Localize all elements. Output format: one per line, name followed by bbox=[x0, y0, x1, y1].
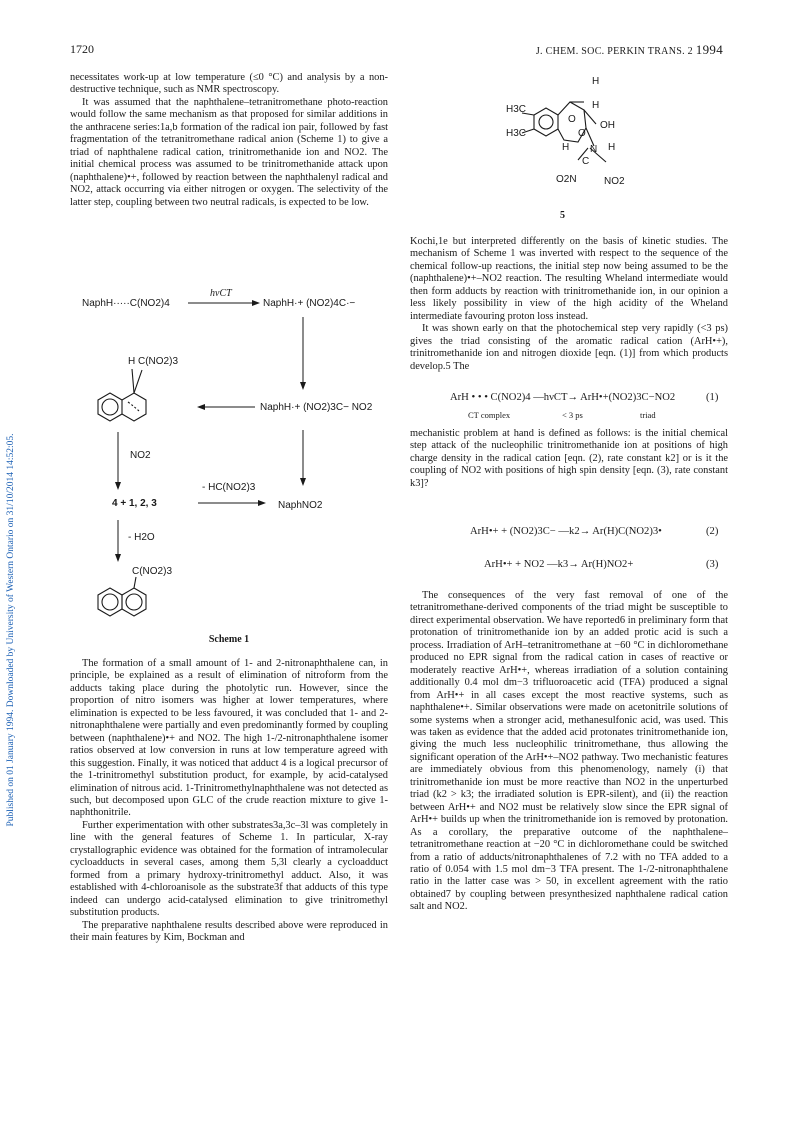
structure-5-atom: N bbox=[590, 144, 598, 155]
right-paragraph-2: It was shown early on that the photochemical step very rapidly (<3 ps) gives the triad consisting of the aromatic radical cation (ArH•+), trinitromethanide ion and nitrogen dioxide [eqn. (1)] from which products develop.5 The bbox=[410, 323, 728, 372]
structure-5-atom: O bbox=[578, 128, 586, 139]
left-paragraph-3: The formation of a small amount of 1- and 2-nitronaphthalene can, in principle, be explained as a result of elimination of nitroform from the adducts taking place during the photolytic run. However, since the proportion of nitro isomers was higher at lower temperatures, where elimination is expected to be less favoured, it was concluded that 1- and 2-nitronaphthalene were partially and even predominantly formed by coupling between (naphthalene)•+ and NO2. The high 1-/2-nitronaphthalene isomer ratios observed at low conversion in runs at low temperature agreed with this suggestion. Finally, it was noticed that adduct 4 is a logical precursor of the 1-trinitromethyl substitution product, for example, by acid-catalysed elimination of nitrous acid. 1-Trinitromethylnaphthalene was not detected as such, but decomposed upon GLC of the crude reaction mixture to give 1-naphthonitrile. bbox=[70, 658, 388, 819]
structure-5-diagram bbox=[500, 70, 640, 210]
equation-1-number: (1) bbox=[706, 392, 719, 403]
scheme-minus-hc: - HC(NO2)3 bbox=[202, 482, 256, 493]
equation-1-sub-mid: < 3 ps bbox=[562, 410, 583, 420]
right-column-top bbox=[410, 236, 728, 373]
left-paragraph-5: The preparative naphthalene results described above were reproduced in their main features by Kim, Bockman and bbox=[70, 919, 388, 943]
scheme-hv-label: hνCT bbox=[210, 288, 232, 299]
structure-5-atom: H bbox=[592, 100, 600, 111]
scheme-product: NaphNO2 bbox=[278, 500, 323, 511]
structure-5-atom: O bbox=[568, 114, 576, 125]
equation-1-sub-left: CT complex bbox=[468, 410, 511, 420]
journal-year: 1994 bbox=[695, 42, 723, 57]
scheme-minus-h2o: - H2O bbox=[128, 532, 155, 543]
equation-1: ArH • • • C(NO2)4 —hνCT→ ArH•+(NO2)3C−NO2 bbox=[450, 392, 676, 403]
left-paragraph-4: Further experimentation with other substrates3a,3c–3l was completely in line with the general features of Scheme 1. In particular, X-ray crystallographic evidence was obtained for the formation of intramolecular cycloadducts in several cases, among them 5,3l clearly a cycloadduct formed from a primary hydroxy-trinitromethyl adduct. Also, it was established with 4-chloroanisole as the substrate3f that adducts of this type indeed can undergo acid-catalysed elimination to give trinitromethyl substitution products. bbox=[70, 819, 388, 919]
equation-3-number: (3) bbox=[706, 559, 719, 570]
scheme-adducts: 4 + 1, 2, 3 bbox=[112, 498, 157, 509]
equation-1-sub-right: triad bbox=[640, 410, 656, 420]
equation-2-number: (2) bbox=[706, 526, 719, 537]
structure-5-label: 5 bbox=[560, 210, 565, 221]
structure-5-atom: H bbox=[608, 142, 616, 153]
left-column-bottom bbox=[70, 658, 388, 944]
page-number: 1720 bbox=[70, 42, 94, 56]
scheme-final-sub: C(NO2)3 bbox=[132, 566, 173, 577]
scheme-triad: NaphH·+ (NO2)3C− NO2 bbox=[260, 402, 373, 413]
journal-name: J. CHEM. SOC. PERKIN TRANS. 2 bbox=[535, 46, 693, 57]
scheme-reactant: NaphH·····C(NO2)4 bbox=[82, 298, 170, 309]
scheme-caption: Scheme 1 bbox=[208, 634, 250, 645]
scheme-1-diagram bbox=[70, 282, 400, 634]
structure-5-atom: H3C bbox=[506, 128, 527, 139]
structure-5-atom: O2N bbox=[556, 174, 577, 185]
right-paragraph-3: mechanistic problem at hand is defined as follows: is the initial chemical step attack of the nucleophilic trinitromethanide ion at positions of high charge density in the radical cation [eqn. (2), rate constant k2] or is it the coupling of NO2 with positions of high spin density [eqn. (3), rate constant k3]? bbox=[410, 428, 728, 489]
left-column-top bbox=[70, 72, 388, 209]
scheme-no2-label: NO2 bbox=[130, 450, 151, 461]
structure-5-atom: C bbox=[582, 156, 590, 167]
scheme-adduct-sub: H C(NO2)3 bbox=[128, 356, 179, 367]
scheme-final-structure bbox=[98, 577, 146, 616]
scheme-adduct-structure bbox=[98, 369, 146, 421]
right-paragraph-4: The consequences of the very fast removal of one of the tetranitromethane-derived components of the triad might be susceptible to direct experimental observation. We have reported6 in preliminary form that protonation of trinitromethanide ion by an added protic acid is such a process. Irradiation of ArH–tetranitromethane at −60 °C in dichloromethane produced no EPR signal from the radical cation in cases of reactive or moderately reactive ArH•+, whereas irradiation of a solution containing additionally 0.4 mol dm−3 trifluoroacetic acid (TFA) produced a signal from ArH•+ in all cases except the most reactive systems, such as naphthalene•+. Similar observations were made on acetonitrile solutions of some systems when a stronger acid, methanesulfonic acid, was used. This was taken as evidence that the added acid protonates trinitromethanide ion, giving the much less nucleophilic trinitromethane, thus allowing the significant operation of the ArH•+–NO2 pathway. Two mechanistic features are immediately obvious from this phenomenology, namely (i) that trinitromethanide ion must be more reactive than NO2 in the unperturbed triad (k2 > k3; the irradiated solution is EPR-silent), and (ii) the reaction between ArH•+ and NO2 must be relatively slow since the EPR signal of ArH•+ builds up when the trinitromethanide ion is removed by protonation. As a corollary, the preparative outcome of the naphthalene–tetranitromethane reaction at −20 °C in dichloromethane could be switched from a ratio of adducts/nitronaphthalenes of 7.2 with no TFA added to a ratio of 0.054 with 1.5 mol dm−3 TFA present. The 1-/2-nitronaphthalene ratio in the latter case was > 50, in excellent agreement with the ratio obtained7 by coupling between presynthesized naphthalene radical cation salt and NO2. bbox=[410, 590, 728, 913]
structure-5-atom: NO2 bbox=[604, 176, 625, 187]
equation-2: ArH•+ + (NO2)3C− —k2→ Ar(H)C(NO2)3• bbox=[470, 526, 662, 537]
structure-5-atom: H bbox=[562, 142, 570, 153]
structure-5-atom: H3C bbox=[506, 104, 527, 115]
structure-5-atom: H bbox=[592, 76, 600, 87]
journal-header bbox=[536, 42, 723, 58]
left-paragraph-1: necessitates work-up at low temperature (≤0 °C) and analysis by a non-destructive technique, such as NMR spectroscopy. bbox=[70, 72, 388, 96]
structure-5-atom: OH bbox=[600, 120, 615, 131]
right-column-middle bbox=[410, 428, 728, 490]
right-paragraph-1: Kochi,1e but interpreted differently on the basis of kinetic studies. The mechanism of Scheme 1 was inverted with respect to the sequence of the chemical follow-up reactions, the initial step now being assumed to be the (naphthalene)•+–NO2 reaction. The resulting Wheland intermediate would then form adducts by reaction with trinitromethanide ion, in our opinion a less likely possibility in view of the high acidity of the Wheland intermediate favouring proton loss instead. bbox=[410, 236, 728, 322]
right-column-bottom bbox=[410, 590, 728, 914]
equation-3: ArH•+ + NO2 —k3→ Ar(H)NO2+ bbox=[484, 559, 634, 570]
scheme-ion-pair: NaphH·+ (NO2)4C·− bbox=[263, 298, 356, 309]
structure-5-atoms bbox=[506, 76, 625, 187]
left-paragraph-2: It was assumed that the naphthalene–tetranitromethane photo-reaction would follow the same mechanism as that proposed for similar additions in the anthracene series:1a,b formation of the radical ion pair, followed by fast fragmentation of the tetranitromethane radical anion (Scheme 1) to give a triad of naphthalene radical cation, trinitromethanide ion and NO2. The initial chemical process was assumed to be trinitromethanide attack upon (naphthalene)•+, followed by reaction between the naphthalenyl radical and NO2, attack occurring via either nitrogen or oxygen. The selectivity of the latter step, coupling between two neutral radicals, is expected to be low. bbox=[70, 96, 388, 208]
download-notice[interactable]: Published on 01 January 1994. Downloaded by University of Western Ontario on 31/10/2014 14:52:05. bbox=[6, 433, 16, 827]
